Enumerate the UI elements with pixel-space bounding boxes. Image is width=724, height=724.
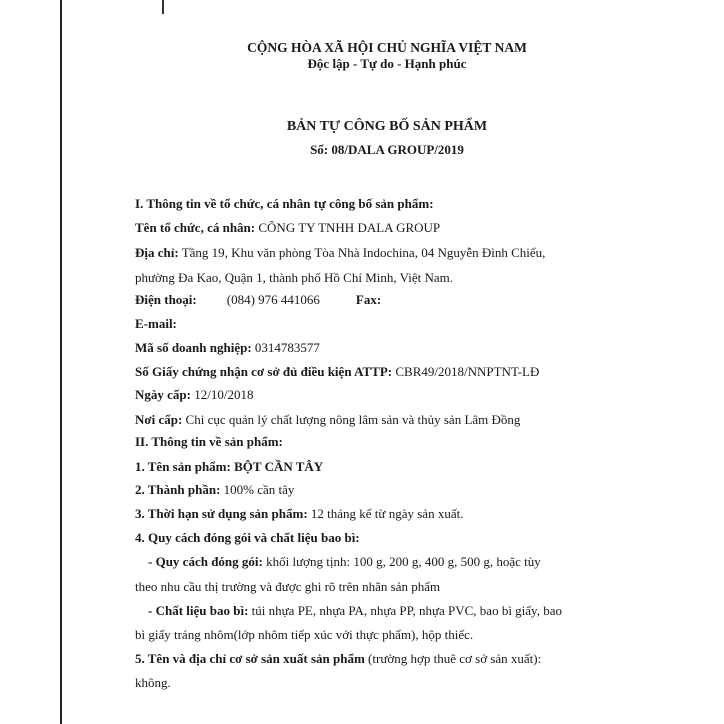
producer-line2: không.	[135, 675, 171, 690]
material-row	[148, 603, 562, 619]
phone-value: (084) 976 441066	[226, 292, 320, 307]
document-title: BẢN TỰ CÔNG BỐ SẢN PHẨM	[286, 119, 488, 134]
packing-line2: theo nhu cầu thị trường và được ghi rõ trên nhãn sản phẩm	[135, 579, 441, 594]
tax-row	[135, 340, 320, 356]
issuer-value: Chi cục quản lý chất lượng nông lâm sản và thủy sản Lâm Đồng	[182, 412, 521, 427]
issue-date-row	[135, 387, 253, 403]
cert-label: Số Giấy chứng nhận cơ sở đủ điều kiện ATTP:	[135, 364, 393, 379]
address-row	[135, 245, 545, 261]
producer-label: 5. Tên và địa chỉ cơ sở sản xuất sản phẩm	[135, 651, 365, 666]
material-label: - Chất liệu bao bì:	[148, 603, 249, 618]
issuer-label: Nơi cấp:	[135, 412, 183, 427]
packing-value: khối lượng tịnh: 100 g, 200 g, 400 g, 500 g, hoặc tùy	[262, 554, 541, 569]
page-edge-mark	[162, 0, 164, 14]
producer-row	[135, 651, 541, 667]
cert-row	[135, 364, 539, 380]
address-line2: phường Đa Kao, Quận 1, thành phố Hồ Chí Minh, Việt Nam.	[135, 270, 454, 285]
fax-label: Fax:	[355, 292, 382, 307]
address-label: Địa chỉ:	[135, 245, 179, 260]
issue-date-value: 12/10/2018	[190, 387, 254, 402]
phone-label: Điện thoại:	[135, 292, 197, 307]
tax-label: Mã số doanh nghiệp:	[135, 340, 252, 355]
shelf-life-row	[135, 506, 463, 522]
ingredients-row	[135, 482, 294, 498]
packing-label: - Quy cách đóng gói:	[148, 554, 263, 569]
producer-value: (trường hợp thuê cơ sở sản xuất):	[364, 651, 542, 666]
ingredients-value: 100% cần tây	[220, 482, 295, 497]
product-name-row	[135, 459, 323, 475]
ingredients-label: 2. Thành phần:	[135, 482, 221, 497]
address-line1: Tầng 19, Khu văn phòng Tòa Nhà Indochina, 04 Nguyễn Đình Chiểu,	[178, 245, 546, 260]
nation-header: CỘNG HÒA XÃ HỘI CHỦ NGHĨA VIỆT NAM	[247, 40, 527, 55]
issue-date-label: Ngày cấp:	[135, 387, 191, 402]
shelf-life-label: 3. Thời hạn sử dụng sản phẩm:	[135, 506, 308, 521]
packing-heading: 4. Quy cách đóng gói và chất liệu bao bì:	[135, 530, 360, 545]
email-label: E-mail:	[135, 316, 177, 331]
motto: Độc lập - Tự do - Hạnh phúc	[307, 56, 467, 71]
org-label: Tên tổ chức, cá nhân:	[135, 220, 256, 235]
org-value: CÔNG TY TNHH DALA GROUP	[255, 220, 441, 235]
cert-value: CBR49/2018/NNPTNT-LĐ	[392, 364, 540, 379]
tax-value: 0314783577	[251, 340, 320, 355]
issuer-row	[135, 412, 520, 428]
material-line2: bì giấy tráng nhôm(lớp nhôm tiếp xúc với thực phẩm), hộp thiếc.	[135, 627, 474, 642]
document-page	[60, 0, 712, 724]
org-row	[135, 220, 440, 236]
section2-heading: II. Thông tin về sản phẩm:	[135, 434, 283, 449]
product-name-label: 1. Tên sản phẩm:	[135, 459, 231, 474]
section1-heading: I. Thông tin về tổ chức, cá nhân tự công bố sản phẩm:	[135, 196, 434, 211]
document-number: Số: 08/DALA GROUP/2019	[310, 142, 464, 157]
phone-row	[135, 292, 381, 308]
packing-row	[148, 554, 541, 570]
material-value: túi nhựa PE, nhựa PA, nhựa PP, nhựa PVC, bao bì giấy, bao	[248, 603, 562, 618]
shelf-life-value: 12 tháng kể từ ngày sản xuất.	[307, 506, 464, 521]
product-name-value: BỘT CẦN TÂY	[230, 459, 324, 474]
